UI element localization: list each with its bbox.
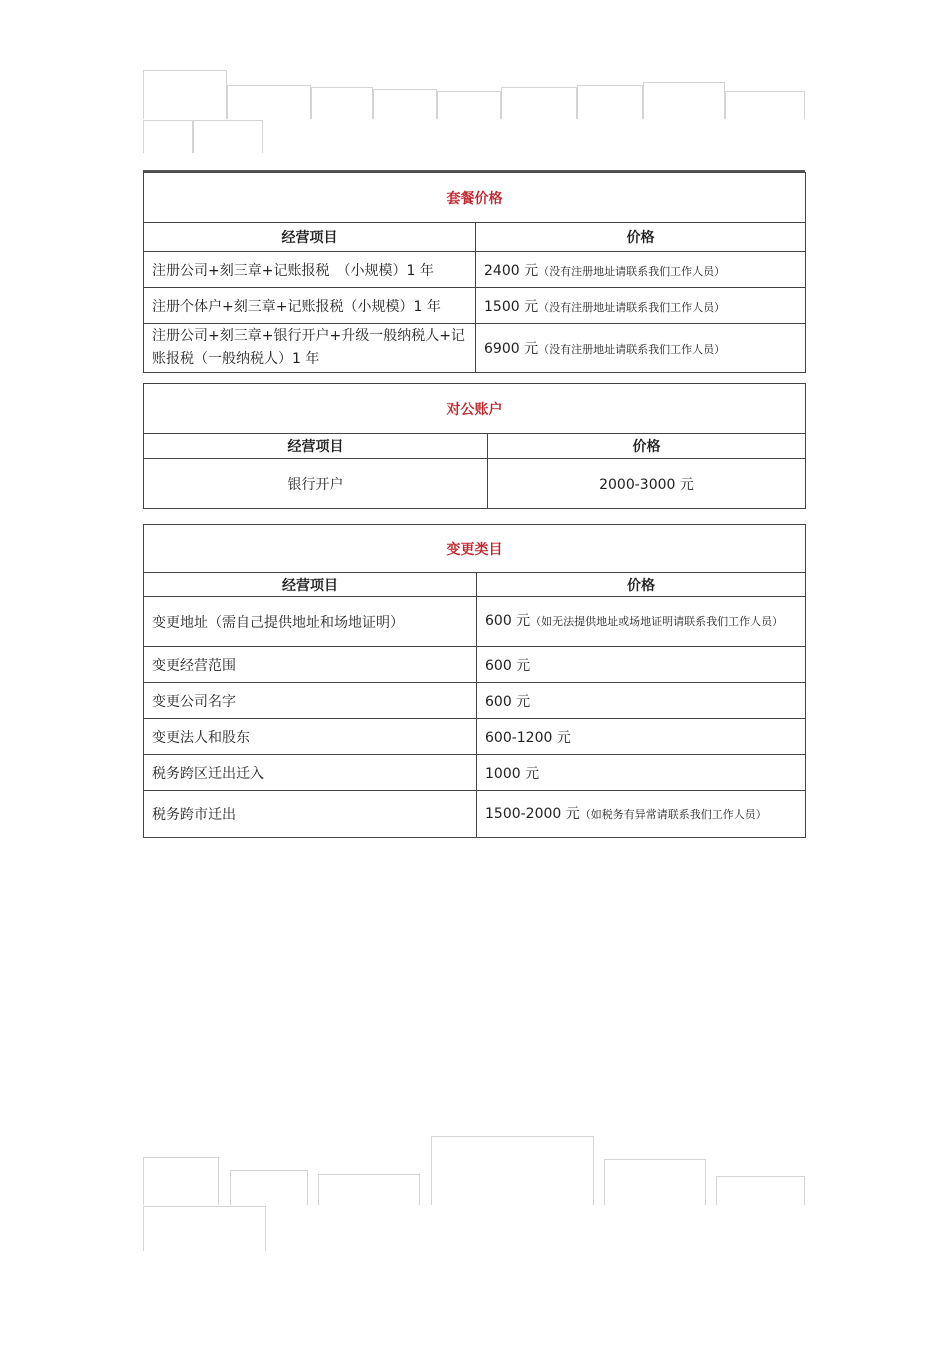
table-row — [144, 719, 806, 755]
item-cell: 银行开户 — [144, 459, 488, 509]
change-title: 变更类目 — [144, 525, 806, 573]
item-cell: 注册个体户+刻三章+记账报税（小规模）1 年 — [144, 288, 476, 324]
change-col-price: 价格 — [477, 573, 806, 597]
table-row — [144, 755, 806, 791]
table-row — [144, 252, 806, 288]
item-cell: 变更经营范围 — [144, 647, 477, 683]
price-cell: 1500 元（没有注册地址请联系我们工作人员） — [476, 288, 806, 324]
table-row — [144, 288, 806, 324]
price-cell: 1000 元 — [477, 755, 806, 791]
item-cell: 变更法人和股东 — [144, 719, 477, 755]
account-title: 对公账户 — [144, 384, 806, 434]
price-cell: 1500-2000 元（如税务有异常请联系我们工作人员） — [477, 791, 806, 838]
table-row — [144, 791, 806, 838]
price-cell: 600-1200 元 — [477, 719, 806, 755]
change-table — [143, 524, 806, 838]
price-cell: 600 元（如无法提供地址或场地证明请联系我们工作人员） — [477, 597, 806, 647]
change-col-item: 经营项目 — [144, 573, 477, 597]
item-cell: 税务跨市迁出 — [144, 791, 477, 838]
item-cell: 注册公司+刻三章+银行开户+升级一般纳税人+记账报税（一般纳税人）1 年 — [144, 324, 476, 373]
price-cell: 2000-3000 元 — [488, 459, 806, 509]
item-cell: 变更公司名字 — [144, 683, 477, 719]
account-col-item: 经营项目 — [144, 434, 488, 459]
table-row — [144, 597, 806, 647]
package-price-table — [143, 172, 806, 373]
package-col-item: 经营项目 — [144, 223, 476, 252]
account-col-price: 价格 — [488, 434, 806, 459]
price-cell: 2400 元（没有注册地址请联系我们工作人员） — [476, 252, 806, 288]
account-table — [143, 383, 806, 509]
table-row — [144, 459, 806, 509]
table-row — [144, 324, 806, 373]
price-cell: 6900 元（没有注册地址请联系我们工作人员） — [476, 324, 806, 373]
package-col-price: 价格 — [476, 223, 806, 252]
price-cell: 600 元 — [477, 683, 806, 719]
table-row — [144, 683, 806, 719]
item-cell: 变更地址（需自己提供地址和场地证明） — [144, 597, 477, 647]
item-cell: 税务跨区迁出迁入 — [144, 755, 477, 791]
package-title: 套餐价格 — [144, 173, 806, 223]
item-cell: 注册公司+刻三章+记账报税 （小规模）1 年 — [144, 252, 476, 288]
price-cell: 600 元 — [477, 647, 806, 683]
table-row — [144, 647, 806, 683]
